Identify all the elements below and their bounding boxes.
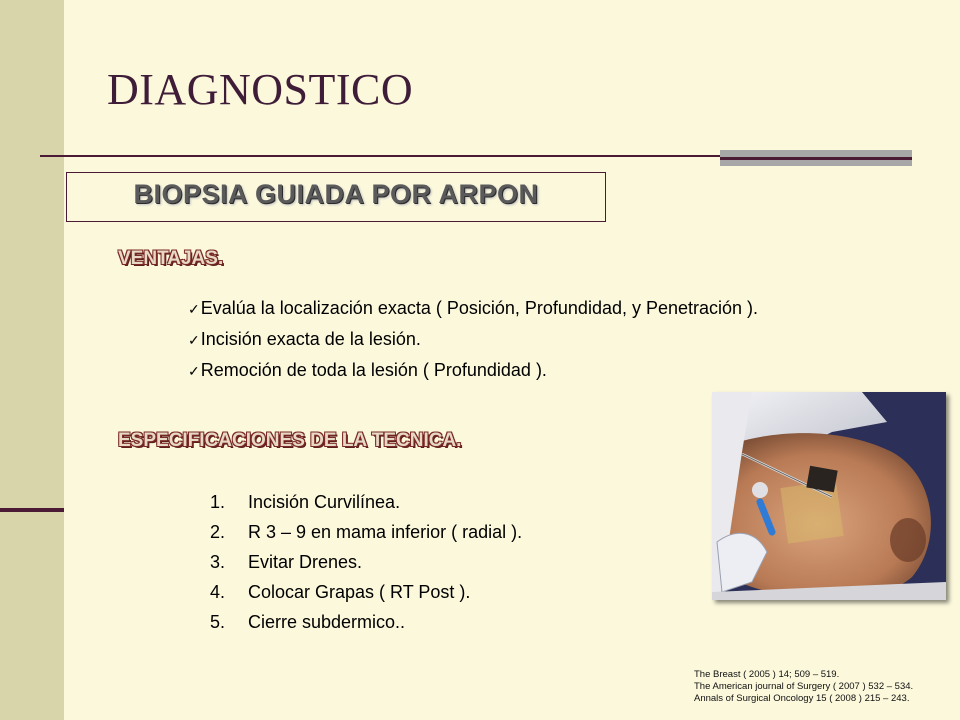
reference-line: The Breast ( 2005 ) 14; 509 – 519.	[694, 669, 840, 680]
breast-wire-localization-photo	[712, 392, 946, 600]
subtitle-text: BIOPSIA GUIADA POR ARPON	[133, 179, 539, 209]
checkmark-icon: ✓	[188, 301, 200, 317]
ventajas-list	[188, 293, 800, 386]
ventajas-item: ✓Incisión exacta de la lesión.	[188, 329, 421, 349]
especificaciones-list	[210, 487, 522, 637]
title-accent-line	[720, 157, 912, 160]
step-item: 1. Incisión Curvilínea.	[210, 492, 401, 512]
step-item: 4. Colocar Grapas ( RT Post ).	[210, 582, 471, 602]
reference-line: The American journal of Surgery ( 2007 ) 532 – 534.	[694, 681, 914, 692]
checkmark-icon: ✓	[188, 363, 200, 379]
sidebar-divider	[0, 508, 64, 512]
step-item: 2. R 3 – 9 en mama inferior ( radial ).	[210, 522, 523, 542]
especificaciones-heading: ESPECIFICACIONES DE LA TECNICA.	[118, 430, 462, 451]
reference-line: Annals of Surgical Oncology 15 ( 2008 ) 215 – 243.	[694, 693, 910, 704]
checkmark-icon: ✓	[188, 332, 200, 348]
step-item: 3. Evitar Drenes.	[210, 552, 363, 572]
ventajas-heading: VENTAJAS.	[118, 248, 224, 269]
ventajas-item: ✓Remoción de toda la lesión ( Profundidad ).	[188, 360, 547, 380]
subtitle-box	[66, 172, 606, 222]
ventajas-item: ✓Evalúa la localización exacta ( Posición, Profundidad, y Penetración ).	[188, 298, 759, 318]
step-item: 5. Cierre subdermico..	[210, 612, 406, 632]
clinical-photo	[712, 392, 946, 600]
left-sidebar-band	[0, 0, 64, 720]
references	[694, 669, 913, 705]
slide-title: DIAGNOSTICO	[107, 65, 414, 114]
